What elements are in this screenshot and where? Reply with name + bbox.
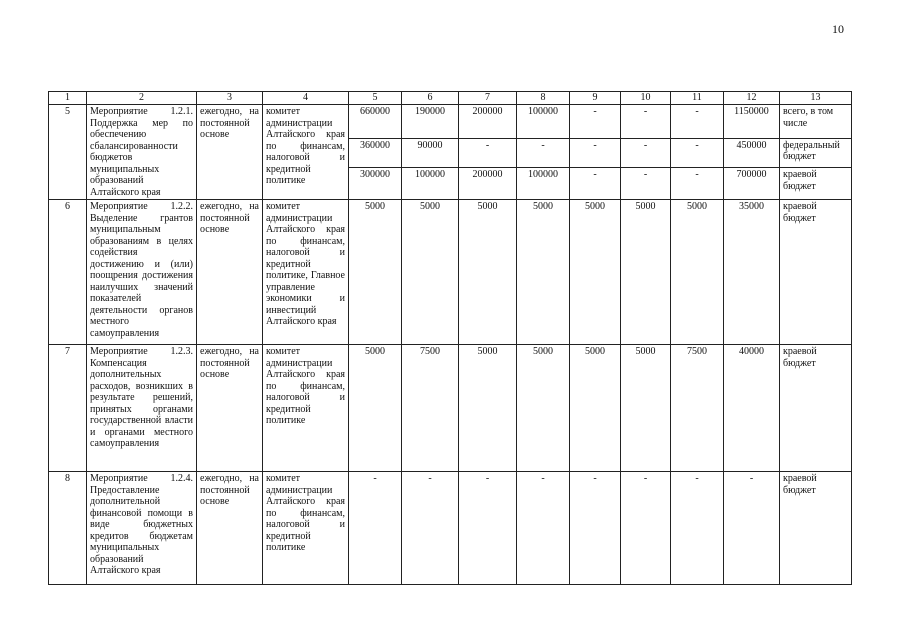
value-cell: 5000	[459, 200, 517, 345]
execution-period: ежегодно, на постоянной основе	[197, 105, 263, 200]
total-cell: -	[724, 472, 780, 585]
value-cell: -	[570, 138, 621, 168]
responsible-executor: комитет администрации Алтайского края по финансам, налоговой и кредитной политике, Главное управление экономики и инвестиций Алтайского края	[263, 200, 349, 345]
value-cell: 90000	[402, 138, 459, 168]
column-header: 2	[87, 92, 197, 105]
responsible-executor: комитет администрации Алтайского края по финансам, налоговой и кредитной политике	[263, 472, 349, 585]
measure-description: Мероприятие 1.2.2. Выделение грантов муниципальным образованиям в целях содействия достижению и (или) поощрения достижения наилучших значений показателей деятельности органов местного самоуправления	[87, 200, 197, 345]
row-number: 7	[49, 345, 87, 472]
value-cell: -	[671, 138, 724, 168]
column-header: 6	[402, 92, 459, 105]
value-cell: -	[402, 472, 459, 585]
funding-source: краевой бюджет	[780, 200, 852, 345]
value-cell: -	[621, 168, 671, 200]
value-cell: 660000	[349, 105, 402, 139]
value-cell: 5000	[570, 200, 621, 345]
value-cell: -	[671, 105, 724, 139]
table-row	[49, 105, 852, 139]
value-cell: 5000	[517, 345, 570, 472]
value-cell: 360000	[349, 138, 402, 168]
column-header: 7	[459, 92, 517, 105]
row-number: 6	[49, 200, 87, 345]
value-cell: -	[517, 138, 570, 168]
value-cell: -	[621, 105, 671, 139]
total-cell: 450000	[724, 138, 780, 168]
value-cell: -	[349, 472, 402, 585]
value-cell: 100000	[517, 168, 570, 200]
measure-description: Мероприятие 1.2.3. Компенсация дополнительных расходов, возникших в результате решений, принятых органами государственной власти и органами местного самоуправления	[87, 345, 197, 472]
funding-source: краевой бюджет	[780, 345, 852, 472]
column-header: 11	[671, 92, 724, 105]
value-cell: 190000	[402, 105, 459, 139]
column-header: 13	[780, 92, 852, 105]
value-cell: -	[570, 472, 621, 585]
row-number: 8	[49, 472, 87, 585]
value-cell: 5000	[459, 345, 517, 472]
value-cell: 5000	[349, 345, 402, 472]
value-cell: -	[570, 168, 621, 200]
total-cell: 35000	[724, 200, 780, 345]
value-cell: -	[671, 472, 724, 585]
funding-source: краевой бюджет	[780, 168, 852, 200]
value-cell: 5000	[671, 200, 724, 345]
value-cell: -	[621, 472, 671, 585]
value-cell: 100000	[402, 168, 459, 200]
total-cell: 1150000	[724, 105, 780, 139]
column-header: 9	[570, 92, 621, 105]
funding-source: краевой бюджет	[780, 472, 852, 585]
funding-source: федеральный бюджет	[780, 138, 852, 168]
total-cell: 700000	[724, 168, 780, 200]
value-cell: 200000	[459, 105, 517, 139]
measure-description: Мероприятие 1.2.1. Поддержка мер по обеспечению сбалансированности бюджетов муниципальных образований Алтайского края	[87, 105, 197, 200]
value-cell: -	[459, 138, 517, 168]
table-row	[49, 200, 852, 345]
value-cell: 5000	[570, 345, 621, 472]
responsible-executor: комитет администрации Алтайского края по финансам, налоговой и кредитной политике	[263, 105, 349, 200]
column-header: 10	[621, 92, 671, 105]
column-header: 4	[263, 92, 349, 105]
value-cell: -	[671, 168, 724, 200]
execution-period: ежегодно, на постоянной основе	[197, 345, 263, 472]
value-cell: 5000	[517, 200, 570, 345]
value-cell: -	[570, 105, 621, 139]
execution-period: ежегодно, на постоянной основе	[197, 200, 263, 345]
header-row	[49, 92, 852, 105]
measure-description: Мероприятие 1.2.4. Предоставление дополнительной финансовой помощи в виде бюджетных кредитов бюджетам муниципальных образований Алтайского края	[87, 472, 197, 585]
value-cell: 300000	[349, 168, 402, 200]
column-header: 5	[349, 92, 402, 105]
responsible-executor: комитет администрации Алтайского края по финансам, налоговой и кредитной политике	[263, 345, 349, 472]
column-header: 3	[197, 92, 263, 105]
column-header: 8	[517, 92, 570, 105]
budget-table	[48, 91, 852, 585]
value-cell: 5000	[349, 200, 402, 345]
value-cell: 5000	[402, 200, 459, 345]
execution-period: ежегодно, на постоянной основе	[197, 472, 263, 585]
value-cell: 7500	[671, 345, 724, 472]
value-cell: -	[517, 472, 570, 585]
total-cell: 40000	[724, 345, 780, 472]
page-number: 10	[832, 22, 844, 36]
table-row	[49, 472, 852, 585]
value-cell: 7500	[402, 345, 459, 472]
value-cell: 5000	[621, 345, 671, 472]
value-cell: 100000	[517, 105, 570, 139]
column-header: 1	[49, 92, 87, 105]
value-cell: -	[459, 472, 517, 585]
row-number: 5	[49, 105, 87, 200]
value-cell: 200000	[459, 168, 517, 200]
value-cell: 5000	[621, 200, 671, 345]
column-header: 12	[724, 92, 780, 105]
value-cell: -	[621, 138, 671, 168]
table-row	[49, 345, 852, 472]
funding-source: всего, в том числе	[780, 105, 852, 139]
